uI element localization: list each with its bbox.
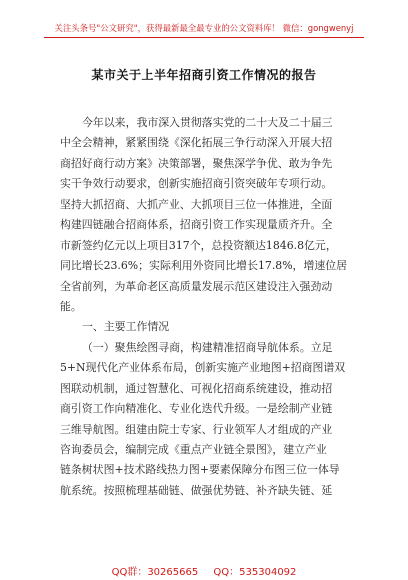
header-divider <box>44 37 364 38</box>
body-line: 能。 <box>60 299 82 313</box>
qq-group-number: QQ群：30265665 <box>111 567 199 578</box>
section-heading: 一、主要工作情况 <box>82 320 170 334</box>
body-line: 商招好商行动方案》决策部署，聚焦深学争优、敢为争先 <box>60 156 333 170</box>
body-line: 同比增长23.6%；实际利用外资同比增长17.8%，增速位居 <box>60 259 348 273</box>
body-line: 航系统。按照梳理基础链、做强优势链、补齐缺失链、延 <box>60 483 333 497</box>
body-line: 咨询委员会，编制完成《重点产业链全景图》，建立产业 <box>60 443 327 456</box>
footer-contact <box>0 563 408 578</box>
document-body <box>60 113 360 501</box>
subsection-heading: （一）聚焦绘图寻商，构建精准招商导航体系。立足 <box>82 340 333 354</box>
body-line: 构建四链融合招商体系，招商引资工作实现量质齐升。全 <box>60 218 333 232</box>
body-line: 全省前列，为革命老区高质量发展示范区建设注入强劲动 <box>60 279 333 293</box>
header-banner: 关注头条号"公文研究"，获得最新最全最专业的公文资料库！ 微信：gongwenyj <box>54 23 354 33</box>
qq-number: QQ：535304092 <box>213 567 297 578</box>
body-line: 5+N现代化产业体系布局，创新实施产业地图+招商图谱双 <box>60 361 346 375</box>
body-line: 市新签约亿元以上项目317个，总投资额达1846.8亿元， <box>60 238 337 252</box>
body-line: 坚持大抓招商、大抓产业、大抓项目三位一体推进，全面 <box>60 197 333 211</box>
body-line: 中全会精神，紧紧围绕《深化拓展三争行动深入开展大招 <box>60 136 333 150</box>
document-title: 某市关于上半年招商引资工作情况的报告 <box>91 68 317 82</box>
body-line: 今年以来，我市深入贯彻落实党的二十大及二十届三 <box>82 116 333 129</box>
body-line: 三维导航图。组建由院士专家、行业领军人才组成的产业 <box>60 422 333 436</box>
body-line: 实干争效行动要求，创新实施招商引资突破年专项行动。 <box>60 177 333 191</box>
body-line: 商引资工作向精准化、专业化迭代升级。一是绘制产业链 <box>60 402 333 416</box>
body-line: 链条树状图+技术路线热力图+要素保障分布图三位一体导 <box>60 463 340 477</box>
body-line: 图联动机制，通过智慧化、可视化招商系统建设，推动招 <box>60 381 333 395</box>
